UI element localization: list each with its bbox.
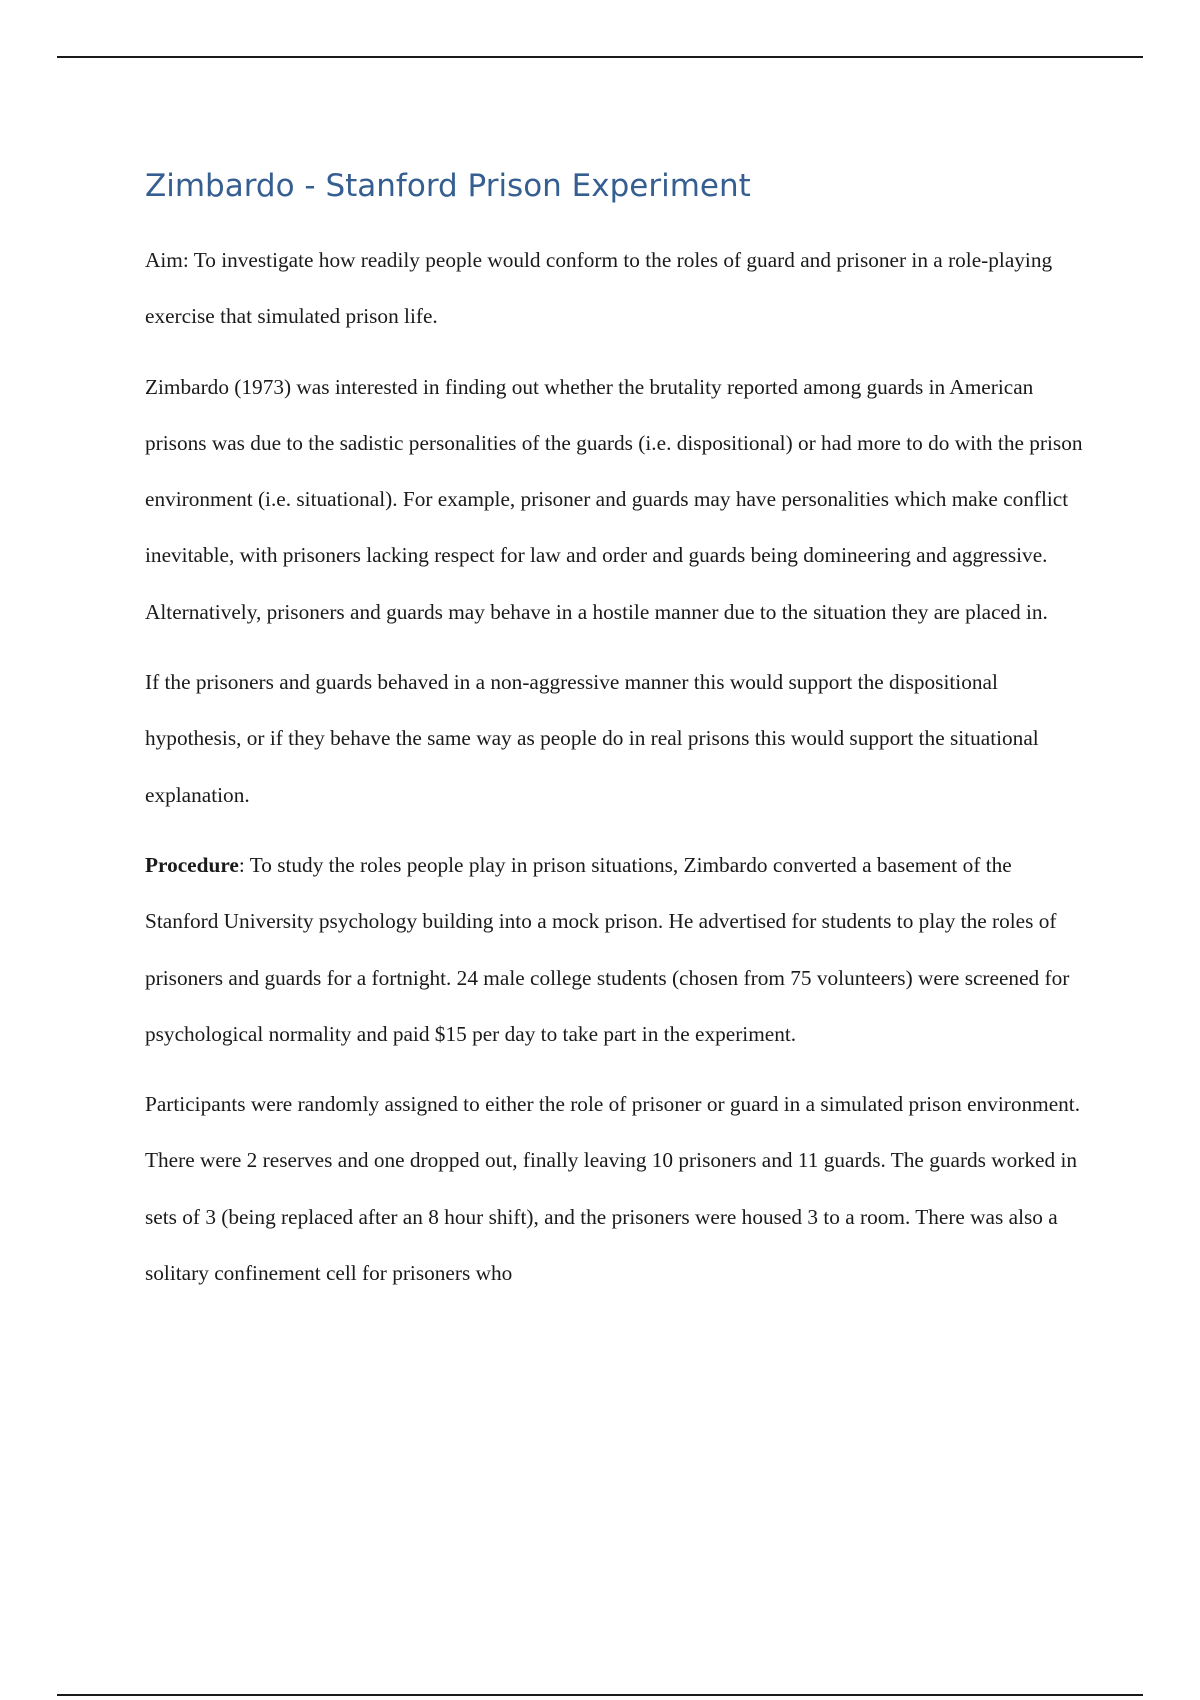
paragraph-procedure-text: : To study the roles people play in prison situations, Zimbardo converted a basement of the Stanford University psychology building into a mock prison. He advertised for students to play the roles of prisoners and guards for a fortnight. 24 male college students (chosen from 75 volunteers) were screened for psychological normality and paid $15 per day to take part in the experiment. xyxy=(145,852,1070,1046)
header-rule xyxy=(57,56,1143,58)
paragraph-hypothesis xyxy=(145,654,1090,823)
document-body xyxy=(145,160,1090,1315)
paragraph-procedure xyxy=(145,837,1090,1062)
paragraph-background-text: Zimbardo (1973) was interested in finding out whether the brutality reported among guards in American prisons was due to the sadistic personalities of the guards (i.e. dispositional) or had more to do with the prison environment (i.e. situational). For example, prisoner and guards may have personalities which make conflict inevitable, with prisoners lacking respect for law and order and guards being domineering and aggressive. Alternatively, prisoners and guards may behave in a hostile manner due to the situation they are placed in. xyxy=(145,374,1083,624)
paragraph-aim xyxy=(145,232,1090,345)
paragraph-aim-text: Aim: To investigate how readily people would conform to the roles of guard and prisoner in a role-playing exercise that simulated prison life. xyxy=(145,248,1053,329)
paragraph-background xyxy=(145,359,1090,640)
paragraph-hypothesis-text: If the prisoners and guards behaved in a non-aggressive manner this would support the dispositional hypothesis, or if they behave the same way as people do in real prisons this would support the situational explanation. xyxy=(145,670,1039,807)
footer-rule xyxy=(57,1694,1143,1696)
paragraph-participants-text: Participants were randomly assigned to either the role of prisoner or guard in a simulated prison environment. There were 2 reserves and one dropped out, finally leaving 10 prisoners and 11 guards. The guards worked in sets of 3 (being replaced after an 8 hour shift), and the prisoners were housed 3 to a room. There was also a solitary confinement cell for prisoners who xyxy=(145,1092,1081,1286)
procedure-heading: Procedure xyxy=(145,852,239,877)
paragraph-participants xyxy=(145,1076,1090,1301)
document-title: Zimbardo - Stanford Prison Experiment xyxy=(145,168,751,204)
